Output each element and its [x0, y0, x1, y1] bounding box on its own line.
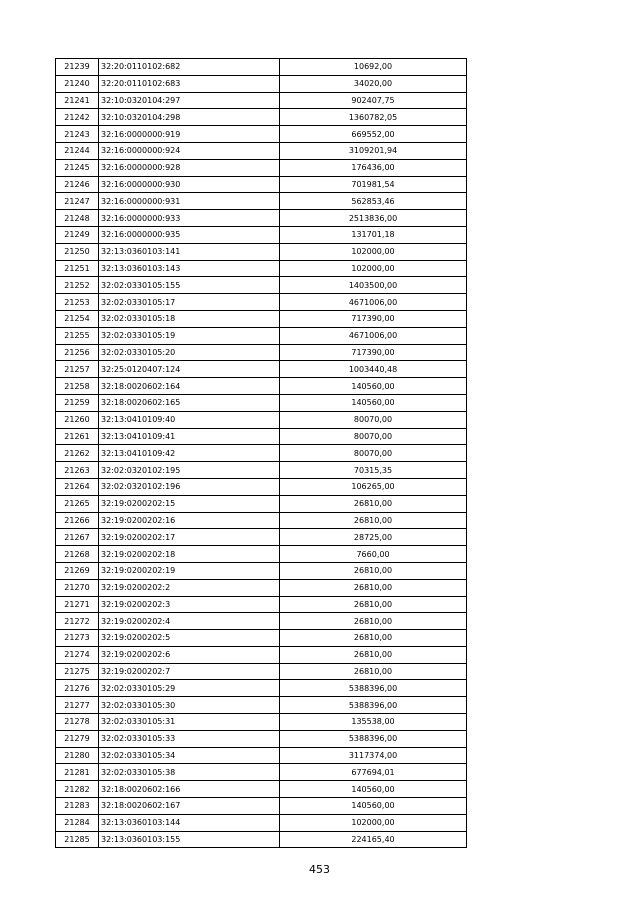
row-number-cell: 21261 — [56, 428, 99, 445]
cadastral-number-cell: 32:19:0200202:6 — [99, 646, 280, 663]
table-row — [56, 831, 467, 848]
cadastral-number-cell: 32:18:0020602:164 — [99, 378, 280, 395]
value-cell: 140560,00 — [280, 394, 467, 411]
cadastral-number-cell: 32:19:0200202:2 — [99, 579, 280, 596]
table-row — [56, 680, 467, 697]
table-row — [56, 663, 467, 680]
row-number-cell: 21267 — [56, 529, 99, 546]
table-row — [56, 361, 467, 378]
table-row — [56, 378, 467, 395]
cadastral-number-cell: 32:02:0330105:33 — [99, 730, 280, 747]
row-number-cell: 21272 — [56, 613, 99, 630]
cadastral-number-cell: 32:25:0120407:124 — [99, 361, 280, 378]
value-cell: 669552,00 — [280, 126, 467, 143]
cadastral-number-cell: 32:19:0200202:16 — [99, 512, 280, 529]
value-cell: 562853,46 — [280, 193, 467, 210]
table-row — [56, 428, 467, 445]
value-cell: 102000,00 — [280, 814, 467, 831]
cadastral-number-cell: 32:19:0200202:3 — [99, 596, 280, 613]
cadastral-number-cell: 32:16:0000000:931 — [99, 193, 280, 210]
value-cell: 102000,00 — [280, 243, 467, 260]
value-cell: 26810,00 — [280, 495, 467, 512]
table-row — [56, 798, 467, 815]
table-row — [56, 109, 467, 126]
table-row — [56, 176, 467, 193]
value-cell: 5388396,00 — [280, 697, 467, 714]
table-row — [56, 764, 467, 781]
value-cell: 106265,00 — [280, 478, 467, 495]
row-number-cell: 21256 — [56, 344, 99, 361]
table-row — [56, 59, 467, 76]
value-cell: 70315,35 — [280, 462, 467, 479]
row-number-cell: 21277 — [56, 697, 99, 714]
table-row — [56, 159, 467, 176]
cadastral-number-cell: 32:16:0000000:930 — [99, 176, 280, 193]
row-number-cell: 21278 — [56, 714, 99, 731]
value-cell: 4671006,00 — [280, 294, 467, 311]
value-cell: 176436,00 — [280, 159, 467, 176]
cadastral-number-cell: 32:19:0200202:7 — [99, 663, 280, 680]
row-number-cell: 21265 — [56, 495, 99, 512]
row-number-cell: 21271 — [56, 596, 99, 613]
value-cell: 26810,00 — [280, 646, 467, 663]
table-row — [56, 730, 467, 747]
value-cell: 1360782,05 — [280, 109, 467, 126]
value-cell: 80070,00 — [280, 428, 467, 445]
row-number-cell: 21282 — [56, 781, 99, 798]
cadastral-number-cell: 32:02:0330105:34 — [99, 747, 280, 764]
table-row — [56, 747, 467, 764]
value-cell: 26810,00 — [280, 596, 467, 613]
table-row — [56, 646, 467, 663]
table-row — [56, 327, 467, 344]
row-number-cell: 21239 — [56, 59, 99, 76]
data-table — [55, 58, 467, 848]
cadastral-number-cell: 32:02:0330105:155 — [99, 277, 280, 294]
cadastral-number-cell: 32:18:0020602:166 — [99, 781, 280, 798]
table-body — [56, 59, 467, 848]
table-row — [56, 92, 467, 109]
row-number-cell: 21262 — [56, 445, 99, 462]
table-row — [56, 781, 467, 798]
value-cell: 26810,00 — [280, 562, 467, 579]
table-row — [56, 142, 467, 159]
row-number-cell: 21253 — [56, 294, 99, 311]
value-cell: 5388396,00 — [280, 730, 467, 747]
row-number-cell: 21242 — [56, 109, 99, 126]
row-number-cell: 21249 — [56, 226, 99, 243]
row-number-cell: 21266 — [56, 512, 99, 529]
row-number-cell: 21246 — [56, 176, 99, 193]
row-number-cell: 21258 — [56, 378, 99, 395]
row-number-cell: 21251 — [56, 260, 99, 277]
page-number: 453 — [309, 863, 330, 876]
value-cell: 701981,54 — [280, 176, 467, 193]
row-number-cell: 21283 — [56, 798, 99, 815]
row-number-cell: 21257 — [56, 361, 99, 378]
table-row — [56, 579, 467, 596]
value-cell: 3109201,94 — [280, 142, 467, 159]
cadastral-number-cell: 32:19:0200202:19 — [99, 562, 280, 579]
row-number-cell: 21270 — [56, 579, 99, 596]
value-cell: 102000,00 — [280, 260, 467, 277]
row-number-cell: 21285 — [56, 831, 99, 848]
value-cell: 26810,00 — [280, 579, 467, 596]
cadastral-number-cell: 32:19:0200202:4 — [99, 613, 280, 630]
cadastral-number-cell: 32:02:0330105:18 — [99, 310, 280, 327]
row-number-cell: 21260 — [56, 411, 99, 428]
cadastral-number-cell: 32:19:0200202:5 — [99, 630, 280, 647]
table-row — [56, 310, 467, 327]
row-number-cell: 21241 — [56, 92, 99, 109]
value-cell: 26810,00 — [280, 512, 467, 529]
cadastral-number-cell: 32:13:0360103:143 — [99, 260, 280, 277]
value-cell: 140560,00 — [280, 378, 467, 395]
table-row — [56, 714, 467, 731]
cadastral-number-cell: 32:20:0110102:683 — [99, 75, 280, 92]
table-row — [56, 462, 467, 479]
cadastral-number-cell: 32:16:0000000:933 — [99, 210, 280, 227]
table-row — [56, 562, 467, 579]
value-cell: 28725,00 — [280, 529, 467, 546]
row-number-cell: 21252 — [56, 277, 99, 294]
cadastral-number-cell: 32:13:0360103:141 — [99, 243, 280, 260]
value-cell: 717390,00 — [280, 310, 467, 327]
row-number-cell: 21240 — [56, 75, 99, 92]
value-cell: 131701,18 — [280, 226, 467, 243]
table-row — [56, 226, 467, 243]
value-cell: 3117374,00 — [280, 747, 467, 764]
row-number-cell: 21243 — [56, 126, 99, 143]
row-number-cell: 21281 — [56, 764, 99, 781]
table-row — [56, 495, 467, 512]
cadastral-number-cell: 32:10:0320104:297 — [99, 92, 280, 109]
table-row — [56, 394, 467, 411]
value-cell: 7660,00 — [280, 546, 467, 563]
row-number-cell: 21263 — [56, 462, 99, 479]
cadastral-number-cell: 32:13:0410109:41 — [99, 428, 280, 445]
cadastral-number-cell: 32:16:0000000:928 — [99, 159, 280, 176]
table-row — [56, 546, 467, 563]
value-cell: 80070,00 — [280, 445, 467, 462]
cadastral-number-cell: 32:19:0200202:17 — [99, 529, 280, 546]
row-number-cell: 21280 — [56, 747, 99, 764]
table-row — [56, 512, 467, 529]
row-number-cell: 21279 — [56, 730, 99, 747]
cadastral-number-cell: 32:02:0320102:195 — [99, 462, 280, 479]
table-row — [56, 75, 467, 92]
table-row — [56, 193, 467, 210]
row-number-cell: 21248 — [56, 210, 99, 227]
table-row — [56, 344, 467, 361]
table-row — [56, 529, 467, 546]
row-number-cell: 21244 — [56, 142, 99, 159]
table-row — [56, 277, 467, 294]
table-row — [56, 478, 467, 495]
value-cell: 4671006,00 — [280, 327, 467, 344]
cadastral-number-cell: 32:10:0320104:298 — [99, 109, 280, 126]
table-row — [56, 596, 467, 613]
cadastral-number-cell: 32:18:0020602:167 — [99, 798, 280, 815]
cadastral-number-cell: 32:02:0330105:17 — [99, 294, 280, 311]
cadastral-number-cell: 32:02:0330105:38 — [99, 764, 280, 781]
cadastral-number-cell: 32:16:0000000:935 — [99, 226, 280, 243]
value-cell: 140560,00 — [280, 781, 467, 798]
cadastral-number-cell: 32:13:0360103:155 — [99, 831, 280, 848]
row-number-cell: 21254 — [56, 310, 99, 327]
cadastral-number-cell: 32:02:0320102:196 — [99, 478, 280, 495]
row-number-cell: 21245 — [56, 159, 99, 176]
value-cell: 26810,00 — [280, 663, 467, 680]
cadastral-number-cell: 32:16:0000000:924 — [99, 142, 280, 159]
table-row — [56, 630, 467, 647]
cadastral-number-cell: 32:13:0410109:40 — [99, 411, 280, 428]
value-cell: 26810,00 — [280, 630, 467, 647]
value-cell: 717390,00 — [280, 344, 467, 361]
row-number-cell: 21247 — [56, 193, 99, 210]
cadastral-number-cell: 32:02:0330105:29 — [99, 680, 280, 697]
cadastral-number-cell: 32:16:0000000:919 — [99, 126, 280, 143]
row-number-cell: 21268 — [56, 546, 99, 563]
value-cell: 140560,00 — [280, 798, 467, 815]
cadastral-number-cell: 32:19:0200202:15 — [99, 495, 280, 512]
cadastral-number-cell: 32:13:0360103:144 — [99, 814, 280, 831]
row-number-cell: 21250 — [56, 243, 99, 260]
value-cell: 10692,00 — [280, 59, 467, 76]
row-number-cell: 21259 — [56, 394, 99, 411]
table-row — [56, 814, 467, 831]
row-number-cell: 21276 — [56, 680, 99, 697]
row-number-cell: 21284 — [56, 814, 99, 831]
cadastral-number-cell: 32:20:0110102:682 — [99, 59, 280, 76]
row-number-cell: 21255 — [56, 327, 99, 344]
table-row — [56, 697, 467, 714]
table-row — [56, 445, 467, 462]
value-cell: 5388396,00 — [280, 680, 467, 697]
value-cell: 902407,75 — [280, 92, 467, 109]
table-row — [56, 613, 467, 630]
cadastral-number-cell: 32:02:0330105:20 — [99, 344, 280, 361]
cadastral-number-cell: 32:18:0020602:165 — [99, 394, 280, 411]
cadastral-number-cell: 32:13:0410109:42 — [99, 445, 280, 462]
row-number-cell: 21269 — [56, 562, 99, 579]
value-cell: 1403500,00 — [280, 277, 467, 294]
table-row — [56, 126, 467, 143]
cadastral-number-cell: 32:02:0330105:19 — [99, 327, 280, 344]
cadastral-number-cell: 32:19:0200202:18 — [99, 546, 280, 563]
value-cell: 80070,00 — [280, 411, 467, 428]
value-cell: 34020,00 — [280, 75, 467, 92]
cadastral-number-cell: 32:02:0330105:30 — [99, 697, 280, 714]
table-row — [56, 411, 467, 428]
table-row — [56, 294, 467, 311]
table-row — [56, 210, 467, 227]
value-cell: 2513836,00 — [280, 210, 467, 227]
value-cell: 135538,00 — [280, 714, 467, 731]
value-cell: 677694,01 — [280, 764, 467, 781]
value-cell: 1003440,48 — [280, 361, 467, 378]
row-number-cell: 21264 — [56, 478, 99, 495]
value-cell: 26810,00 — [280, 613, 467, 630]
row-number-cell: 21274 — [56, 646, 99, 663]
row-number-cell: 21275 — [56, 663, 99, 680]
cadastral-number-cell: 32:02:0330105:31 — [99, 714, 280, 731]
row-number-cell: 21273 — [56, 630, 99, 647]
value-cell: 224165,40 — [280, 831, 467, 848]
table-row — [56, 243, 467, 260]
table-row — [56, 260, 467, 277]
